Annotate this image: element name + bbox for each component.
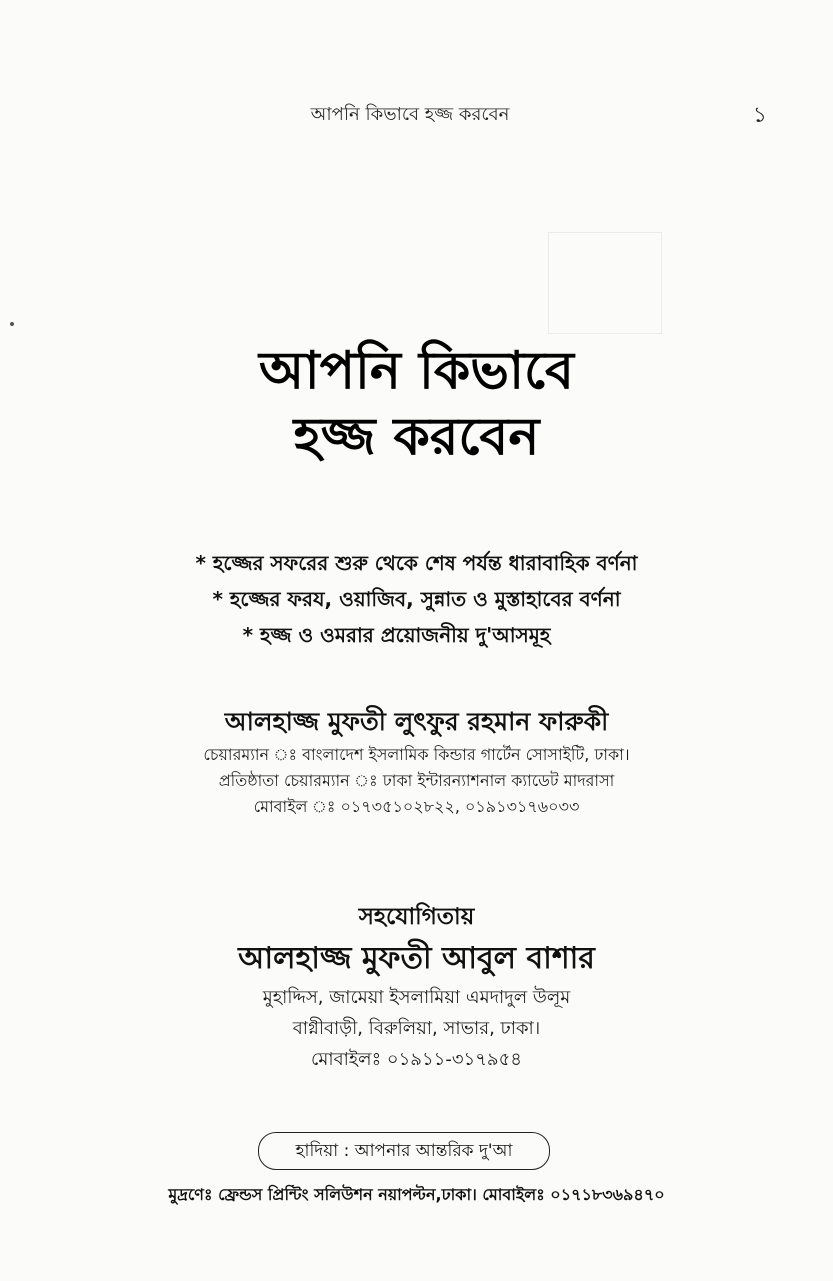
scan-speck	[10, 322, 14, 326]
book-title-line-2: হজ্জ করবেন	[293, 407, 540, 467]
bleed-through-mark	[548, 232, 662, 334]
collaborator-phone: মোবাইলঃ ০১৯১১-৩১৭৯৫৪	[311, 1049, 522, 1070]
running-head: আপনি কিভাবে হজ্জ করবেন	[310, 104, 510, 125]
feature-list	[0, 545, 833, 653]
collaborator-name: আলহাজ্জ মুফতী আবুল বাশার	[238, 941, 595, 976]
author-phone: মোবাইল ঃ ০১৭৩৫১০২৮২২, ০১৯১৩১৭৬০৩৩	[253, 797, 580, 816]
author-name: আলহাজ্জ মুফতী লুৎফুর রহমান ফারুকী	[224, 707, 609, 736]
feature-item: * হজ্জের সফরের শুরু থেকে শেষ পর্যন্ত ধারাবাহিক বর্ণনা	[195, 551, 638, 575]
feature-item: * হজ্জ ও ওমরার প্রয়োজনীয় দু'আসমূহ	[242, 623, 551, 647]
collaboration-heading: সহযোগিতায়	[358, 904, 475, 930]
author-designation: প্রতিষ্ঠাতা চেয়ারম্যান ঃ ঢাকা ইন্টারন্যাশনাল ক্যাডেট মাদরাসা	[218, 771, 615, 790]
page-number: ১	[752, 103, 767, 128]
book-title-line-1: আপনি কিভাবে	[259, 341, 574, 401]
collaborator-designation: মুহাদ্দিস, জামেয়া ইসলামিয়া এমদাদুল উলূম	[262, 987, 571, 1008]
printer-info: মুদ্রণেঃ ফ্রেন্ডস প্রিন্টিং সলিউশন নয়াপল্টন,ঢাকা। মোবাইলঃ ০১৭১৮৩৬৯৪৭০	[168, 1185, 665, 1204]
hadiya-price-badge: হাদিয়া : আপনার আন্তরিক দু'আ	[258, 1132, 550, 1170]
collaborator-address: বাগ্নীবাড়ী, বিরুলিয়া, সাভার, ঢাকা।	[292, 1018, 541, 1039]
book-title	[0, 338, 833, 470]
feature-item: * হজ্জের ফরয, ওয়াজিব, সুন্নাত ও মুস্তাহাবের বর্ণনা	[212, 587, 621, 611]
author-block	[0, 702, 833, 820]
collaboration-block	[0, 898, 833, 1075]
author-designation: চেয়ারম্যান ঃ বাংলাদেশ ইসলামিক কিন্ডার গার্টেন সোসাইটি, ঢাকা।	[203, 745, 630, 764]
